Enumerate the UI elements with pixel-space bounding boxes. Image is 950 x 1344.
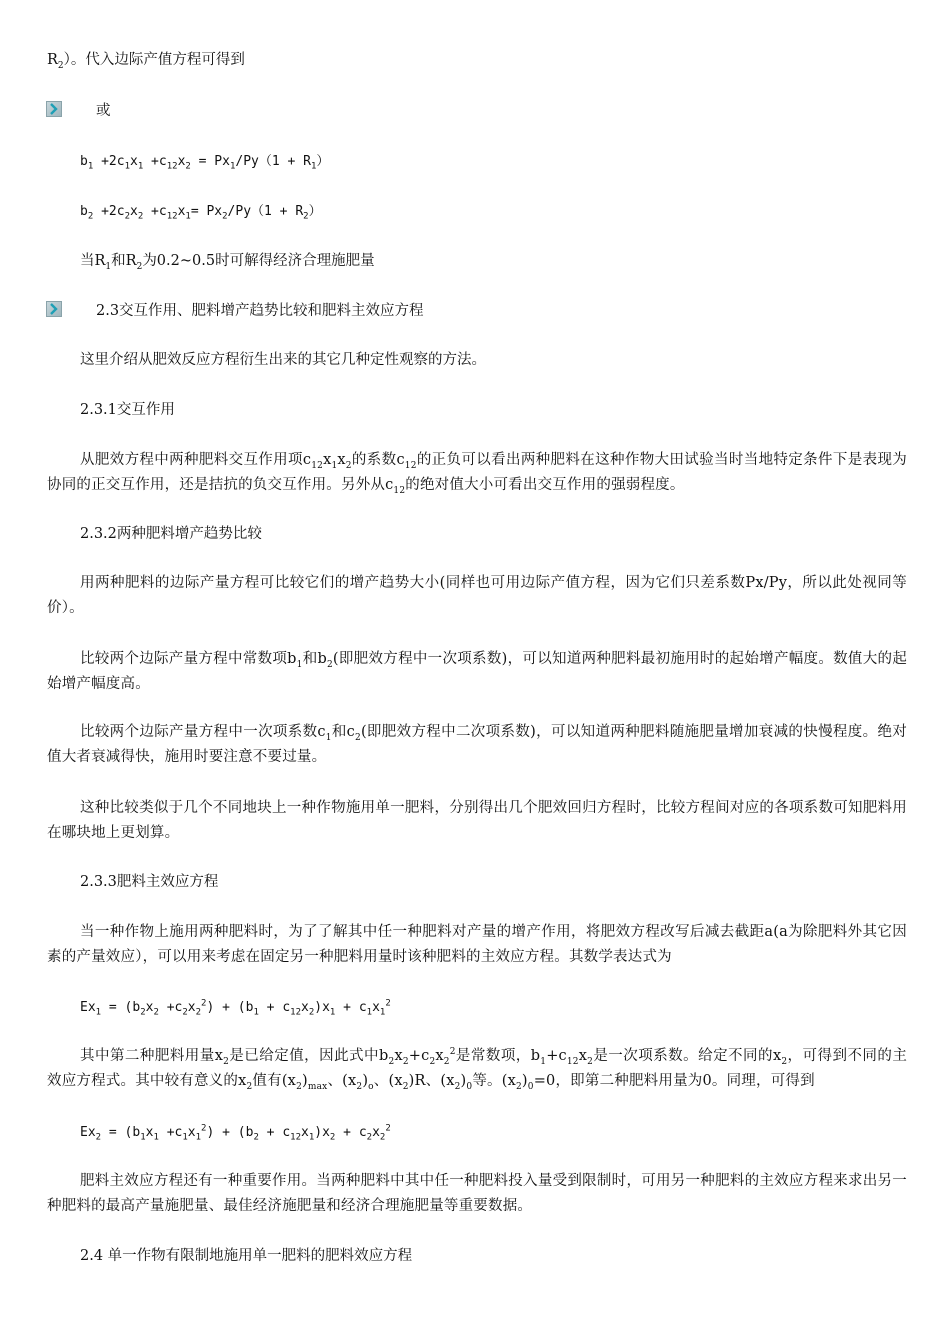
text-line: $R_2$）。代入边际产值方程可得到 <box>47 52 245 71</box>
paragraph: 这种比较类似于几个不同地块上一种作物施用单一肥料，分别得出几个肥效回归方程时，比较方程间对应的各项系数可知肥料用在哪块地上更划算。 <box>47 800 907 841</box>
equation: $Ex_2 = (b_1x_1 +c_1x_1^2) + (b_2 + c_{12}x_1)x_2 + c_2x_2^2$ <box>80 1123 391 1143</box>
paragraph: 比较两个边际产量方程中一次项系数$c_1$和$c_2$(即肥效方程中二次项系数)，可以知道两种肥料随施肥量增加衰减的快慢程度。绝对值大者衰减得快，施用时要注意不要过量。 <box>47 724 907 765</box>
paragraph: 其中第二种肥料用量$x_2$是已给定值，因此式中$b_2x_2+c_2x_2^2$是常数项，$b_1+c_{12}x_2$是一次项系数。给定不同的$x_2$，可得到不同的主效应方程式。其中较有意义的$x_2$值有$(x_2)_{max}$、$(x_2)_o$、$(x_2)R$、$(x_2)_0$等。$(x_2)_0=0$，即第二种肥料用量为0。同理，可得到 <box>47 1047 908 1092</box>
section-heading: 2.3交互作用、肥料增产趋势比较和肥料主效应方程 <box>96 303 424 319</box>
text-line: 当$R_1$和$R_2$为0.2~0.5时可解得经济合理施肥量 <box>80 253 375 272</box>
paragraph: 比较两个边际产量方程中常数项$b_1$和$b_2$(即肥效方程中一次项系数)，可以知道两种肥料最初施用时的起始增产幅度。数值大的起始增产幅度高。 <box>47 651 908 692</box>
section-heading: 2.3.1交互作用 <box>80 402 175 418</box>
section-heading: 2.4 单一作物有限制地施用单一肥料的肥料效应方程 <box>80 1248 413 1264</box>
section-heading: 2.3.3肥料主效应方程 <box>80 874 219 890</box>
paragraph: 肥料主效应方程还有一种重要作用。当两种肥料中其中任一种肥料投入量受到限制时，可用另一种肥料的主效应方程来求出另一种肥料的最高产量施肥量、最佳经济施肥量和经济合理施肥量等重要数据。 <box>47 1173 907 1214</box>
paragraph: 从肥效方程中两种肥料交互作用项$c_{12}x_1x_2$的系数$c_{12}$的正负可以看出两种肥料在这种作物大田试验当时当地特定条件下是表现为协同的正交互作用，还是拮抗的负交互作用。另外从$c_{12}$的绝对值大小可看出交互作用的强弱程度。 <box>47 452 907 496</box>
equation: $b_1 +2c_1x_1 +c_{12}x_2 = Px_1/Py(1 + R_1)$ <box>80 154 330 172</box>
section-heading: 2.3.2两种肥料增产趋势比较 <box>80 526 262 542</box>
equation: $Ex_1 = (b_2x_2 +c_2x_2^2) + (b_1 + c_{12}x_2)x_1 + c_1x_1^2$ <box>80 998 391 1018</box>
arrow-icon <box>46 301 62 317</box>
arrow-icon <box>46 101 62 117</box>
paragraph: 当一种作物上施用两种肥料时，为了了解其中任一种肥料对产量的增产作用，将肥效方程改写后减去截距a(a为除肥料外其它因素的产量效应），可以用来考虑在固定另一种肥料用量时该种肥料的主效应方程。其数学表达式为 <box>47 924 907 965</box>
equation: $b_2 +2c_2x_2 +c_{12}x_1= Px_2/Py(1 + R_2)$ <box>80 204 322 222</box>
paragraph: 这里介绍从肥效反应方程衍生出来的其它几种定性观察的方法。 <box>80 352 486 368</box>
paragraph: 用两种肥料的边际产量方程可比较它们的增产趋势大小(同样也可用边际产值方程，因为它们只差系数Px/Py，所以此处视同等价）。 <box>47 575 907 616</box>
or-label: 或 <box>96 103 111 119</box>
